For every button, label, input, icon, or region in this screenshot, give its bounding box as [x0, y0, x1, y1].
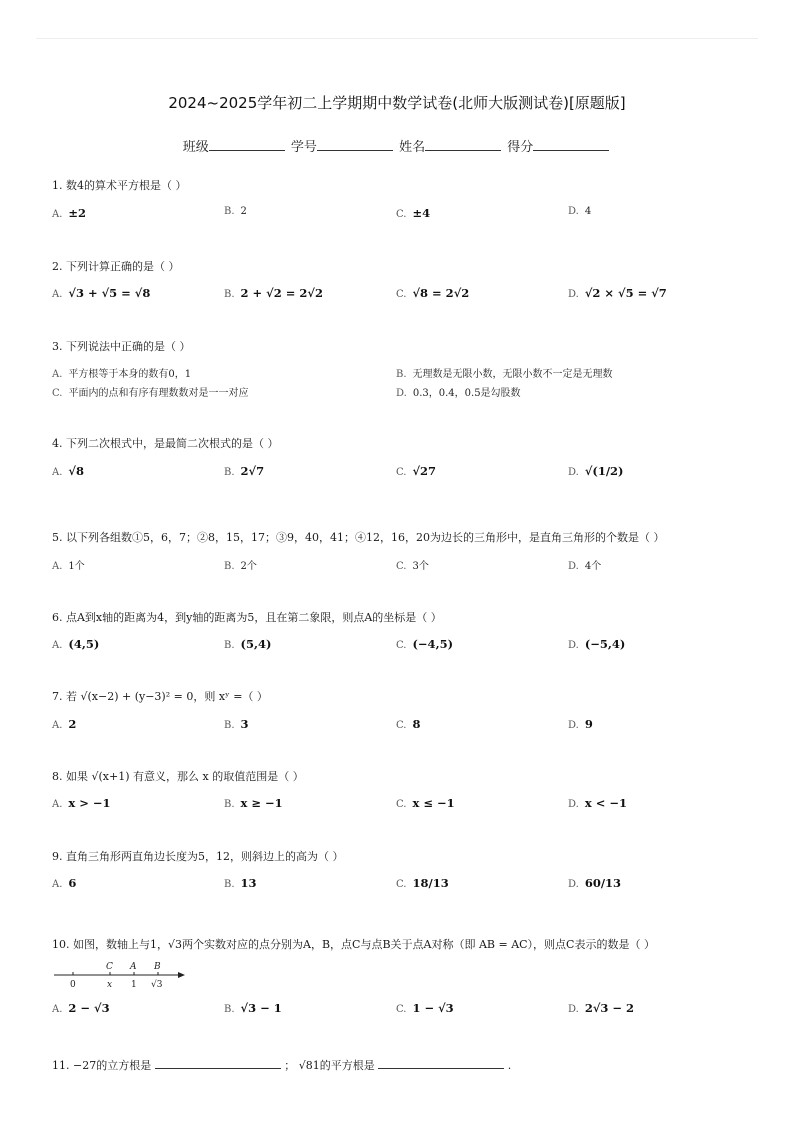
- option-value: (5,4): [240, 637, 272, 651]
- option-a[interactable]: [52, 557, 85, 572]
- answer-blank-2[interactable]: [378, 1056, 504, 1069]
- option-label: D.: [568, 289, 579, 300]
- option-value: 3个: [412, 561, 429, 572]
- option-d[interactable]: [568, 206, 591, 217]
- option-label: B.: [396, 369, 407, 380]
- page-title: 2024~2025学年初二上学期期中数学试卷(北师大版测试卷)[原题版]: [168, 94, 626, 112]
- option-label: D.: [568, 1004, 579, 1015]
- option-value: 平方根等于本身的数有0，1: [68, 369, 192, 380]
- option-label: C.: [396, 1004, 407, 1015]
- question-stem: 1. 数4的算术平方根是（ ）: [52, 179, 187, 192]
- option-label: C.: [396, 467, 407, 478]
- option-a[interactable]: [52, 464, 84, 478]
- question-stem-part: √81的平方根是: [298, 1059, 375, 1072]
- question-2: [52, 260, 180, 274]
- option-b[interactable]: [224, 206, 247, 217]
- question-8: [52, 770, 304, 784]
- option-label: B.: [224, 206, 235, 217]
- option-c[interactable]: [396, 286, 469, 300]
- option-b[interactable]: [224, 557, 257, 572]
- tick-label-1: 1: [131, 980, 137, 990]
- option-value: x > −1: [68, 796, 111, 810]
- question-stem: 6. 点A到x轴的距离为4，到y轴的距离为5，且在第二象限，则点A的坐标是（ ）: [52, 611, 442, 624]
- student-id-label: 学号: [290, 140, 317, 155]
- option-a[interactable]: [52, 876, 76, 890]
- option-b[interactable]: [224, 876, 257, 890]
- question-1: [52, 179, 187, 193]
- option-value: √8 = 2√2: [412, 286, 470, 300]
- option-label: D.: [568, 879, 579, 890]
- option-value: √27: [412, 464, 437, 478]
- option-c[interactable]: [396, 464, 436, 478]
- question-stem: 10. 如图，数轴上与1，√3两个实数对应的点分别为A，B，点C与点B关于点A对称（即 AB = AC），则点C表示的数是（ ）: [52, 938, 655, 951]
- option-c[interactable]: [396, 876, 449, 890]
- option-value: 2个: [240, 561, 257, 572]
- point-label-c: C: [106, 962, 113, 972]
- option-value: 3: [240, 717, 249, 731]
- option-value: 13: [240, 876, 257, 890]
- option-b[interactable]: [224, 286, 323, 300]
- option-value: √2 × √5 = √7: [584, 286, 667, 300]
- option-label: C.: [52, 388, 63, 399]
- option-label: D.: [568, 799, 579, 810]
- question-5: [52, 531, 664, 545]
- option-a[interactable]: [52, 1001, 110, 1015]
- question-stem-row: [52, 1056, 511, 1073]
- option-b[interactable]: [396, 365, 613, 380]
- option-b[interactable]: [224, 637, 271, 651]
- option-value: (−4,5): [412, 637, 454, 651]
- name-label: 姓名: [399, 140, 426, 155]
- option-value: (4,5): [68, 637, 100, 651]
- tick-label-x: x: [107, 980, 113, 990]
- option-value: 0.3，0.4，0.5是勾股数: [412, 388, 521, 399]
- option-label: C.: [396, 799, 407, 810]
- option-label: B.: [224, 720, 235, 731]
- question-7: [52, 690, 268, 704]
- option-label: C.: [396, 720, 407, 731]
- question-stem: 2. 下列计算正确的是（ ）: [52, 260, 180, 273]
- option-value: √(1/2): [584, 464, 624, 478]
- option-value: 60/13: [584, 876, 622, 890]
- option-label: A.: [52, 561, 63, 572]
- option-b[interactable]: [224, 464, 264, 478]
- option-label: A.: [52, 720, 63, 731]
- option-value: 2 + √2 = 2√2: [240, 286, 323, 300]
- tick-label-sqrt3: √3: [151, 980, 163, 990]
- option-label: C.: [396, 561, 407, 572]
- option-label: A.: [52, 799, 63, 810]
- option-d[interactable]: [568, 637, 625, 651]
- option-label: D.: [568, 640, 579, 651]
- option-c[interactable]: [396, 717, 421, 731]
- question-stem: 7. 若 √(x−2) + (y−3)² = 0，则 xʸ =（ ）: [52, 690, 268, 703]
- option-label: B.: [224, 799, 235, 810]
- option-a[interactable]: [52, 206, 86, 220]
- option-d[interactable]: [568, 717, 593, 731]
- option-value: ±2: [68, 206, 87, 220]
- option-label: D.: [568, 206, 579, 217]
- option-d[interactable]: [568, 557, 601, 572]
- option-label: B.: [224, 467, 235, 478]
- option-value: (−5,4): [584, 637, 626, 651]
- question-10: [52, 938, 655, 952]
- option-c[interactable]: [396, 206, 430, 220]
- option-c[interactable]: [396, 637, 453, 651]
- student-id-field[interactable]: [317, 138, 393, 151]
- option-value: 2: [68, 717, 77, 731]
- option-label: A.: [52, 640, 63, 651]
- option-value: 18/13: [412, 876, 449, 890]
- option-label: A.: [52, 1004, 63, 1015]
- option-value: 2√3 − 2: [584, 1001, 635, 1015]
- option-c[interactable]: [396, 1001, 454, 1015]
- option-c[interactable]: [52, 384, 248, 399]
- option-value: √3 − 1: [240, 1001, 282, 1015]
- option-c[interactable]: [396, 557, 429, 572]
- option-value: 平面内的点和有序有理数数对是一一对应: [68, 388, 249, 399]
- option-value: √8: [68, 464, 84, 478]
- option-a[interactable]: [52, 365, 191, 380]
- option-label: A.: [52, 467, 63, 478]
- question-3: [52, 340, 191, 354]
- option-b[interactable]: [224, 796, 283, 810]
- class-field[interactable]: [209, 138, 285, 151]
- question-stem: 8. 如果 √(x+1) 有意义，那么 x 的取值范围是（ ）: [52, 770, 304, 783]
- option-value: 4: [584, 206, 592, 217]
- question-stem: 5. 以下列各组数①5，6，7；②8，15，17；③9，40，41；④12，16，20为边长的三角形中，是直角三角形的个数是（ ）: [52, 531, 665, 544]
- option-d[interactable]: [568, 464, 624, 478]
- option-label: B.: [224, 289, 235, 300]
- option-value: 1 − √3: [412, 1001, 454, 1015]
- option-d[interactable]: [568, 876, 621, 890]
- question-stem-part: 11. −27的立方根是: [52, 1059, 152, 1072]
- option-d[interactable]: [396, 384, 521, 399]
- option-a[interactable]: [52, 286, 150, 300]
- option-value: 9: [584, 717, 593, 731]
- question-4: [52, 437, 279, 451]
- option-value: 8: [412, 717, 421, 731]
- option-b[interactable]: [224, 1001, 282, 1015]
- option-label: B.: [224, 640, 235, 651]
- option-value: 6: [68, 876, 77, 890]
- option-label: C.: [396, 640, 407, 651]
- question-6: [52, 611, 442, 625]
- option-value: ±4: [412, 206, 431, 220]
- answer-blank-1[interactable]: [155, 1056, 281, 1069]
- score-field[interactable]: [533, 138, 609, 151]
- option-label: D.: [568, 561, 579, 572]
- option-label: D.: [396, 388, 407, 399]
- number-line-figure: [52, 958, 192, 992]
- option-a[interactable]: [52, 796, 111, 810]
- option-value: x ≥ −1: [240, 796, 283, 810]
- student-info-row: [0, 136, 794, 155]
- option-label: A.: [52, 369, 63, 380]
- option-value: x < −1: [584, 796, 627, 810]
- score-label: 得分: [507, 140, 534, 155]
- option-d[interactable]: [568, 286, 667, 300]
- option-label: D.: [568, 720, 579, 731]
- option-value: 2: [240, 206, 247, 217]
- question-stem: 3. 下列说法中正确的是（ ）: [52, 340, 191, 353]
- option-label: B.: [224, 561, 235, 572]
- option-label: A.: [52, 879, 63, 890]
- axis-arrow: [178, 972, 185, 978]
- point-label-a: A: [130, 962, 137, 972]
- question-11: [52, 1056, 511, 1073]
- name-field[interactable]: [425, 138, 501, 151]
- question-stem-part: ；: [284, 1059, 296, 1072]
- tick-label-0: 0: [70, 980, 76, 990]
- option-label: C.: [396, 879, 407, 890]
- option-value: √3 + √5 = √8: [68, 286, 151, 300]
- option-value: 2 − √3: [68, 1001, 110, 1015]
- option-label: B.: [224, 879, 235, 890]
- option-label: A.: [52, 209, 63, 220]
- option-value: 1个: [68, 561, 85, 572]
- option-label: C.: [396, 289, 407, 300]
- option-d[interactable]: [568, 1001, 634, 1015]
- question-stem: 9. 直角三角形两直角边长度为5，12，则斜边上的高为（ ）: [52, 850, 344, 863]
- option-a[interactable]: [52, 717, 76, 731]
- class-label: 班级: [182, 140, 209, 155]
- option-c[interactable]: [396, 796, 455, 810]
- option-label: D.: [568, 467, 579, 478]
- option-label: C.: [396, 209, 407, 220]
- header-rule: [36, 38, 758, 39]
- option-value: x ≤ −1: [412, 796, 455, 810]
- question-stem: 4. 下列二次根式中，是最简二次根式的是（ ）: [52, 437, 279, 450]
- question-9: [52, 850, 343, 864]
- option-b[interactable]: [224, 717, 249, 731]
- option-value: 2√7: [240, 464, 265, 478]
- option-value: 无理数是无限小数，无限小数不一定是无理数: [412, 369, 613, 380]
- point-label-b: B: [154, 962, 161, 972]
- option-d[interactable]: [568, 796, 627, 810]
- question-stem-part: .: [507, 1059, 512, 1072]
- option-a[interactable]: [52, 637, 99, 651]
- option-value: 4个: [584, 561, 602, 572]
- option-label: A.: [52, 289, 63, 300]
- option-label: B.: [224, 1004, 235, 1015]
